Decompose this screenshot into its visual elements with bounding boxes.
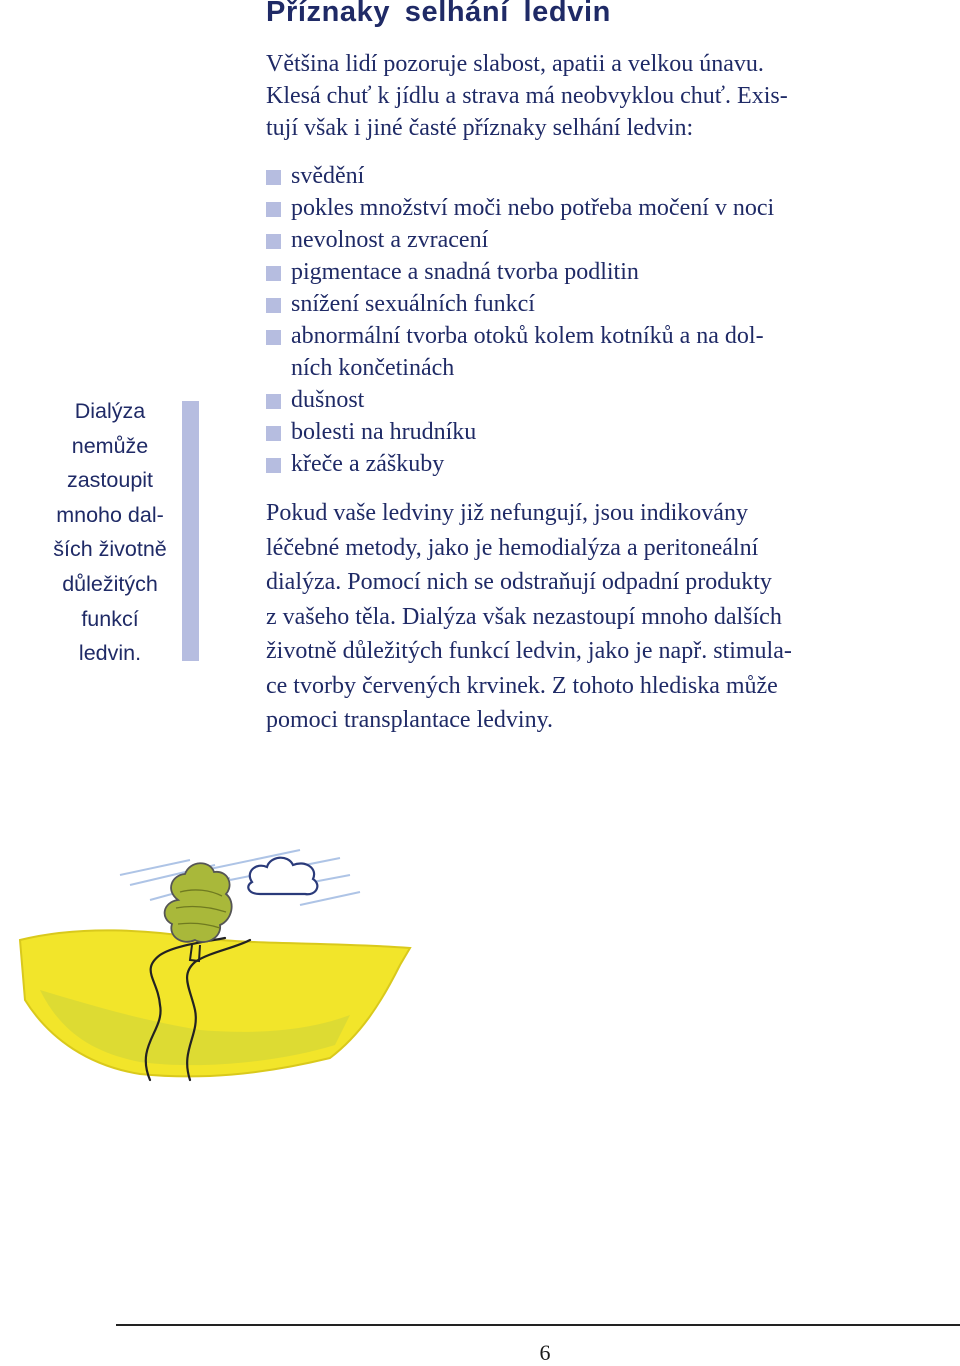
square-bullet-icon xyxy=(266,266,281,281)
square-bullet-icon xyxy=(266,202,281,217)
landscape-illustration xyxy=(0,830,420,1090)
margin-note-line: důležitých xyxy=(62,571,158,596)
symptom-text: snížení sexuálních funkcí xyxy=(291,291,535,317)
symptom-item xyxy=(266,448,774,480)
square-bullet-icon xyxy=(266,298,281,313)
symptom-list xyxy=(266,160,774,480)
intro-paragraph xyxy=(266,48,846,144)
symptom-text: bolesti na hrudníku xyxy=(291,419,477,445)
paragraph-line: dialýza. Pomocí nich se odstraňují odpadní produkty xyxy=(266,569,772,595)
margin-note-line: zastoupit xyxy=(66,468,154,493)
symptom-item xyxy=(266,320,774,384)
square-bullet-icon xyxy=(266,330,281,345)
symptom-item xyxy=(266,160,774,192)
margin-note-line: nemůže xyxy=(71,433,149,458)
symptom-text: křeče a záškuby xyxy=(291,451,445,477)
margin-note-line: ších životně xyxy=(53,537,167,562)
square-bullet-icon xyxy=(266,426,281,441)
margin-note-line: ledvin. xyxy=(78,641,142,666)
paragraph-line: ce tvorby červených krvinek. Z tohoto hlediska může xyxy=(266,672,778,699)
intro-line: Většina lidí pozoruje slabost, apatii a velkou únavu. xyxy=(266,51,764,77)
paragraph-line: pomoci transplantace ledviny. xyxy=(266,707,554,733)
margin-note xyxy=(40,394,180,671)
intro-line: tují však i jiné časté příznaky selhání ledvin: xyxy=(266,115,694,141)
paragraph-line: z vašeho těla. Dialýza však nezastoupí mnoho dalších xyxy=(266,603,782,630)
symptom-item xyxy=(266,288,774,320)
symptom-text: svědění xyxy=(291,163,365,189)
cloud xyxy=(248,858,317,895)
intro-line: Klesá chuť k jídlu a strava má neobvyklou chuť. Exis- xyxy=(266,83,788,109)
square-bullet-icon xyxy=(266,394,281,409)
symptom-text: pokles množství moči nebo potřeba močení v noci xyxy=(291,195,775,221)
square-bullet-icon xyxy=(266,458,281,473)
symptom-text: pigmentace a snadná tvorba podlitin xyxy=(291,259,639,285)
symptom-text-continued: ních končetinách xyxy=(291,355,455,381)
paragraph-line: léčebné metody, jako je hemodialýza a peritoneální xyxy=(266,534,759,561)
square-bullet-icon xyxy=(266,234,281,249)
symptom-item xyxy=(266,224,774,256)
symptom-text: dušnost xyxy=(291,387,365,413)
page-title: Příznaky selhání ledvin xyxy=(266,0,611,28)
margin-note-line: funkcí xyxy=(81,606,139,631)
symptom-item xyxy=(266,384,774,416)
paragraph-line: životně důležitých funkcí ledvin, jako je např. stimula- xyxy=(266,638,792,664)
symptom-text: abnormální tvorba otoků kolem kotníků a na dol- xyxy=(291,323,764,349)
sky-hatching xyxy=(120,850,360,905)
footer-divider xyxy=(116,1324,960,1326)
margin-note-line: Dialýza xyxy=(74,399,146,423)
symptom-item xyxy=(266,192,774,224)
margin-note-line: mnoho dal- xyxy=(56,502,164,527)
symptom-item xyxy=(266,256,774,288)
treatment-paragraph xyxy=(266,496,792,738)
page-number: 6 xyxy=(539,1340,551,1365)
margin-note-bar xyxy=(182,401,199,661)
square-bullet-icon xyxy=(266,170,281,185)
symptom-text: nevolnost a zvracení xyxy=(291,227,489,253)
paragraph-line: Pokud vaše ledviny již nefungují, jsou indikovány xyxy=(266,500,748,526)
symptom-item xyxy=(266,416,774,448)
